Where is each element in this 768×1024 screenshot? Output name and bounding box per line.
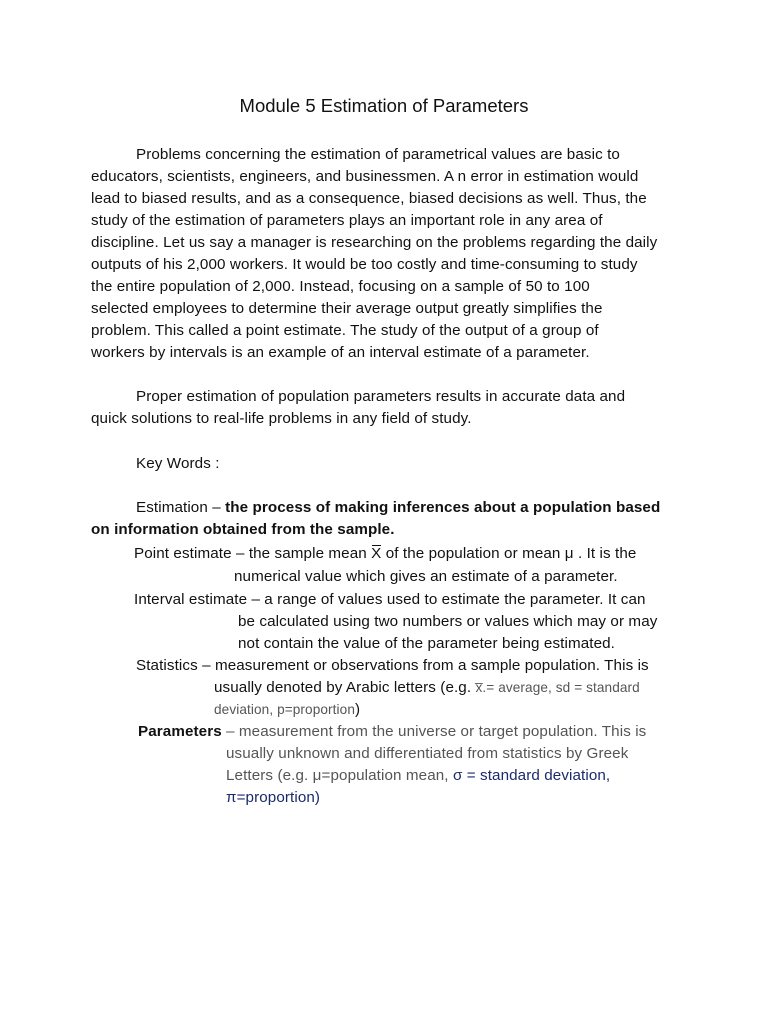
parameters-example: Letters (e.g. μ=population mean, (226, 767, 453, 784)
intro-line-3: lead to biased results, and as a consequence, biased decisions as well. Thus, the (91, 190, 647, 207)
intro-line-7: the entire population of 2,000. Instead, focusing on a sample of 50 to 100 (91, 278, 590, 295)
statistics-line-1: Statistics – measurement or observations from a sample population. This is (136, 657, 649, 674)
intro-line-1: Problems concerning the estimation of parametrical values are basic to (136, 146, 620, 163)
key-words-label: Key Words : (136, 455, 220, 472)
parameters-line-3 (226, 765, 610, 787)
intro-line-2: educators, scientists, engineers, and businessmen. A n error in estimation would (91, 168, 639, 185)
point-estimate-line-2: numerical value which gives an estimate of a parameter. (234, 568, 618, 585)
statistics-close-paren: ) (354, 701, 361, 718)
parameters-sigma: σ = standard deviation, (452, 767, 611, 784)
proper-line-1: Proper estimation of population parameters results in accurate data and (136, 388, 626, 405)
parameters-line-1 (138, 721, 646, 743)
statistics-example-2: deviation, p=proportion (214, 702, 355, 717)
point-estimate-text-2: of the population or mean μ . It is the (381, 545, 637, 562)
intro-line-8: selected employees to determine their average output greatly simplifies the (91, 300, 603, 317)
point-estimate-line-1 (134, 543, 636, 565)
statistics-text: usually denoted by Arabic letters (e.g. (214, 679, 476, 696)
intro-line-4: study of the estimation of parameters plays an important role in any area of (91, 212, 603, 229)
parameters-line-2: usually unknown and differentiated from statistics by Greek (226, 745, 629, 762)
estimation-line-1 (136, 497, 660, 519)
estimation-line-2: on information obtained from the sample. (91, 521, 395, 538)
parameters-line-4: π=proportion) (226, 789, 321, 806)
estimation-definition: the process of making inferences about a population based (225, 499, 661, 516)
parameters-term: Parameters (138, 723, 222, 740)
interval-estimate-line-2: be calculated using two numbers or values which may or may (238, 613, 658, 630)
proper-line-2: quick solutions to real-life problems in any field of study. (91, 410, 472, 427)
statistics-example: x̅.= average, sd = standard (475, 680, 640, 695)
statistics-line-3 (214, 699, 360, 721)
interval-estimate-line-3: not contain the value of the parameter being estimated. (238, 635, 615, 652)
page-title: Module 5 Estimation of Parameters (239, 95, 529, 116)
point-estimate-text: Point estimate – the sample mean (134, 545, 372, 562)
intro-line-5: discipline. Let us say a manager is researching on the problems regarding the daily (91, 234, 658, 251)
intro-line-6: outputs of his 2,000 workers. It would be too costly and time-consuming to study (91, 256, 638, 273)
x-bar-symbol: X (371, 543, 381, 565)
statistics-line-2 (214, 677, 640, 699)
intro-line-9: problem. This called a point estimate. The study of the output of a group of (91, 322, 599, 339)
parameters-definition: – measurement from the universe or target population. This is (221, 723, 647, 740)
interval-estimate-line-1: Interval estimate – a range of values used to estimate the parameter. It can (134, 591, 646, 608)
estimation-term: Estimation – (136, 499, 226, 516)
intro-line-10: workers by intervals is an example of an interval estimate of a parameter. (91, 344, 590, 361)
